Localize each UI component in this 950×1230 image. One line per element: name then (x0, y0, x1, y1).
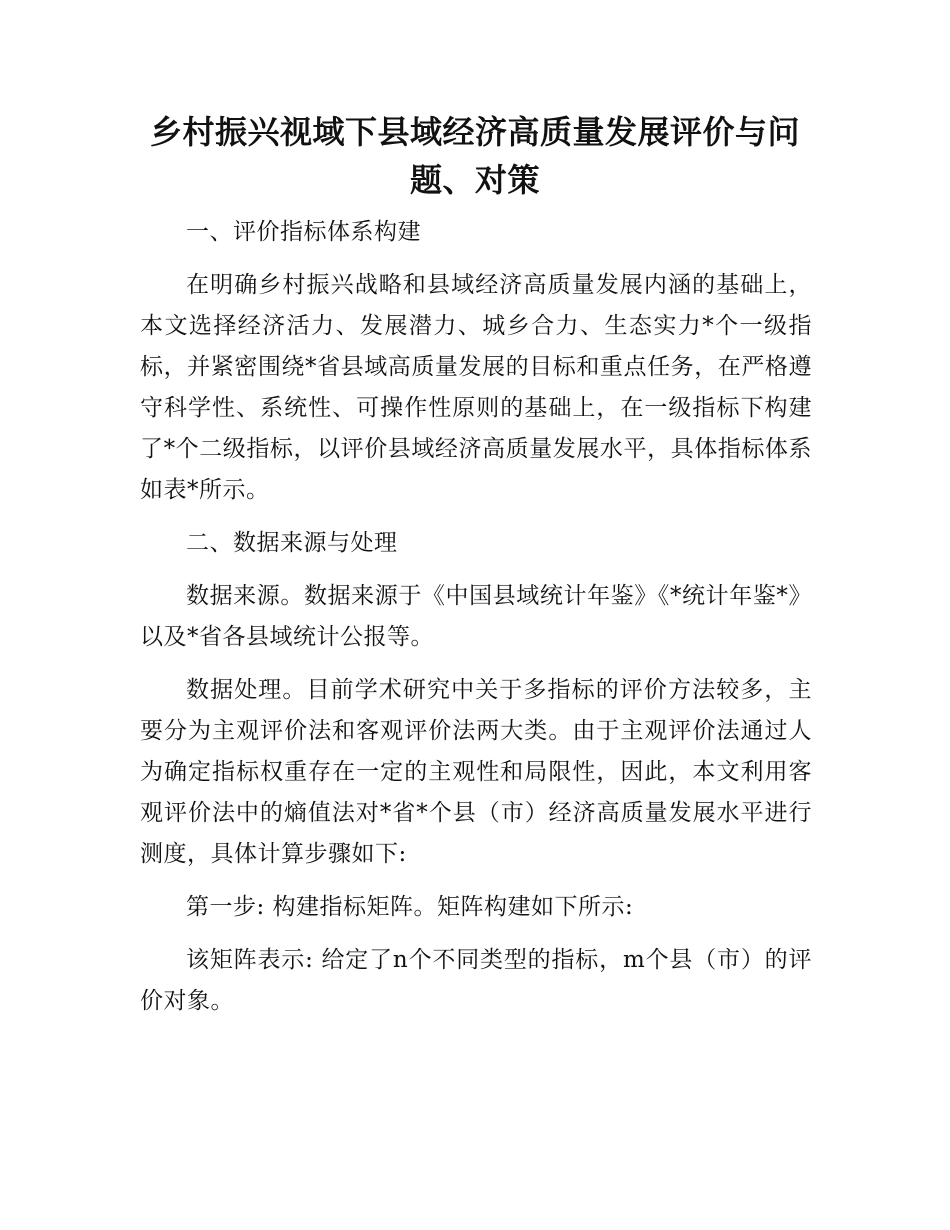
section-heading-1: 一、评价指标体系构建 (186, 219, 421, 245)
paragraph-matrix-description: 该矩阵表示: 给定了n个不同类型的指标，m个县（市）的评价对象。 (140, 947, 812, 1014)
paragraph-indicator-system: 在明确乡村振兴战略和县域经济高质量发展内涵的基础上，本文选择经济活力、发展潜力、城乡合力、生态实力*个一级指标，并紧密围绕*省县域高质量发展的目标和重点任务，在严格遵守科学性、系统性、可操作性原则的基础上，在一级指标下构建了*个二级指标，以评价县域经济高质量发展水平，具体指标体系如表*所示。 (140, 272, 812, 503)
paragraph-data-processing: 数据处理。目前学术研究中关于多指标的评价方法较多，主要分为主观评价法和客观评价法两大类。由于主观评价法通过人为确定指标权重存在一定的主观性和局限性，因此，本文利用客观评价法中的熵值法对*省*个县（市）经济高质量发展水平进行测度，具体计算步骤如下: (140, 677, 812, 867)
section-heading-2: 二、数据来源与处理 (186, 530, 398, 556)
paragraph-step-one: 第一步: 构建指标矩阵。矩阵构建如下所示: (186, 894, 634, 920)
document-body (140, 212, 812, 1034)
document-title: 乡村振兴视域下县域经济高质量发展评价与问题、对策 (149, 113, 800, 199)
paragraph-data-source: 数据来源。数据来源于《中国县域统计年鉴》《*统计年鉴*》以及*省各县域统计公报等。 (140, 583, 812, 650)
